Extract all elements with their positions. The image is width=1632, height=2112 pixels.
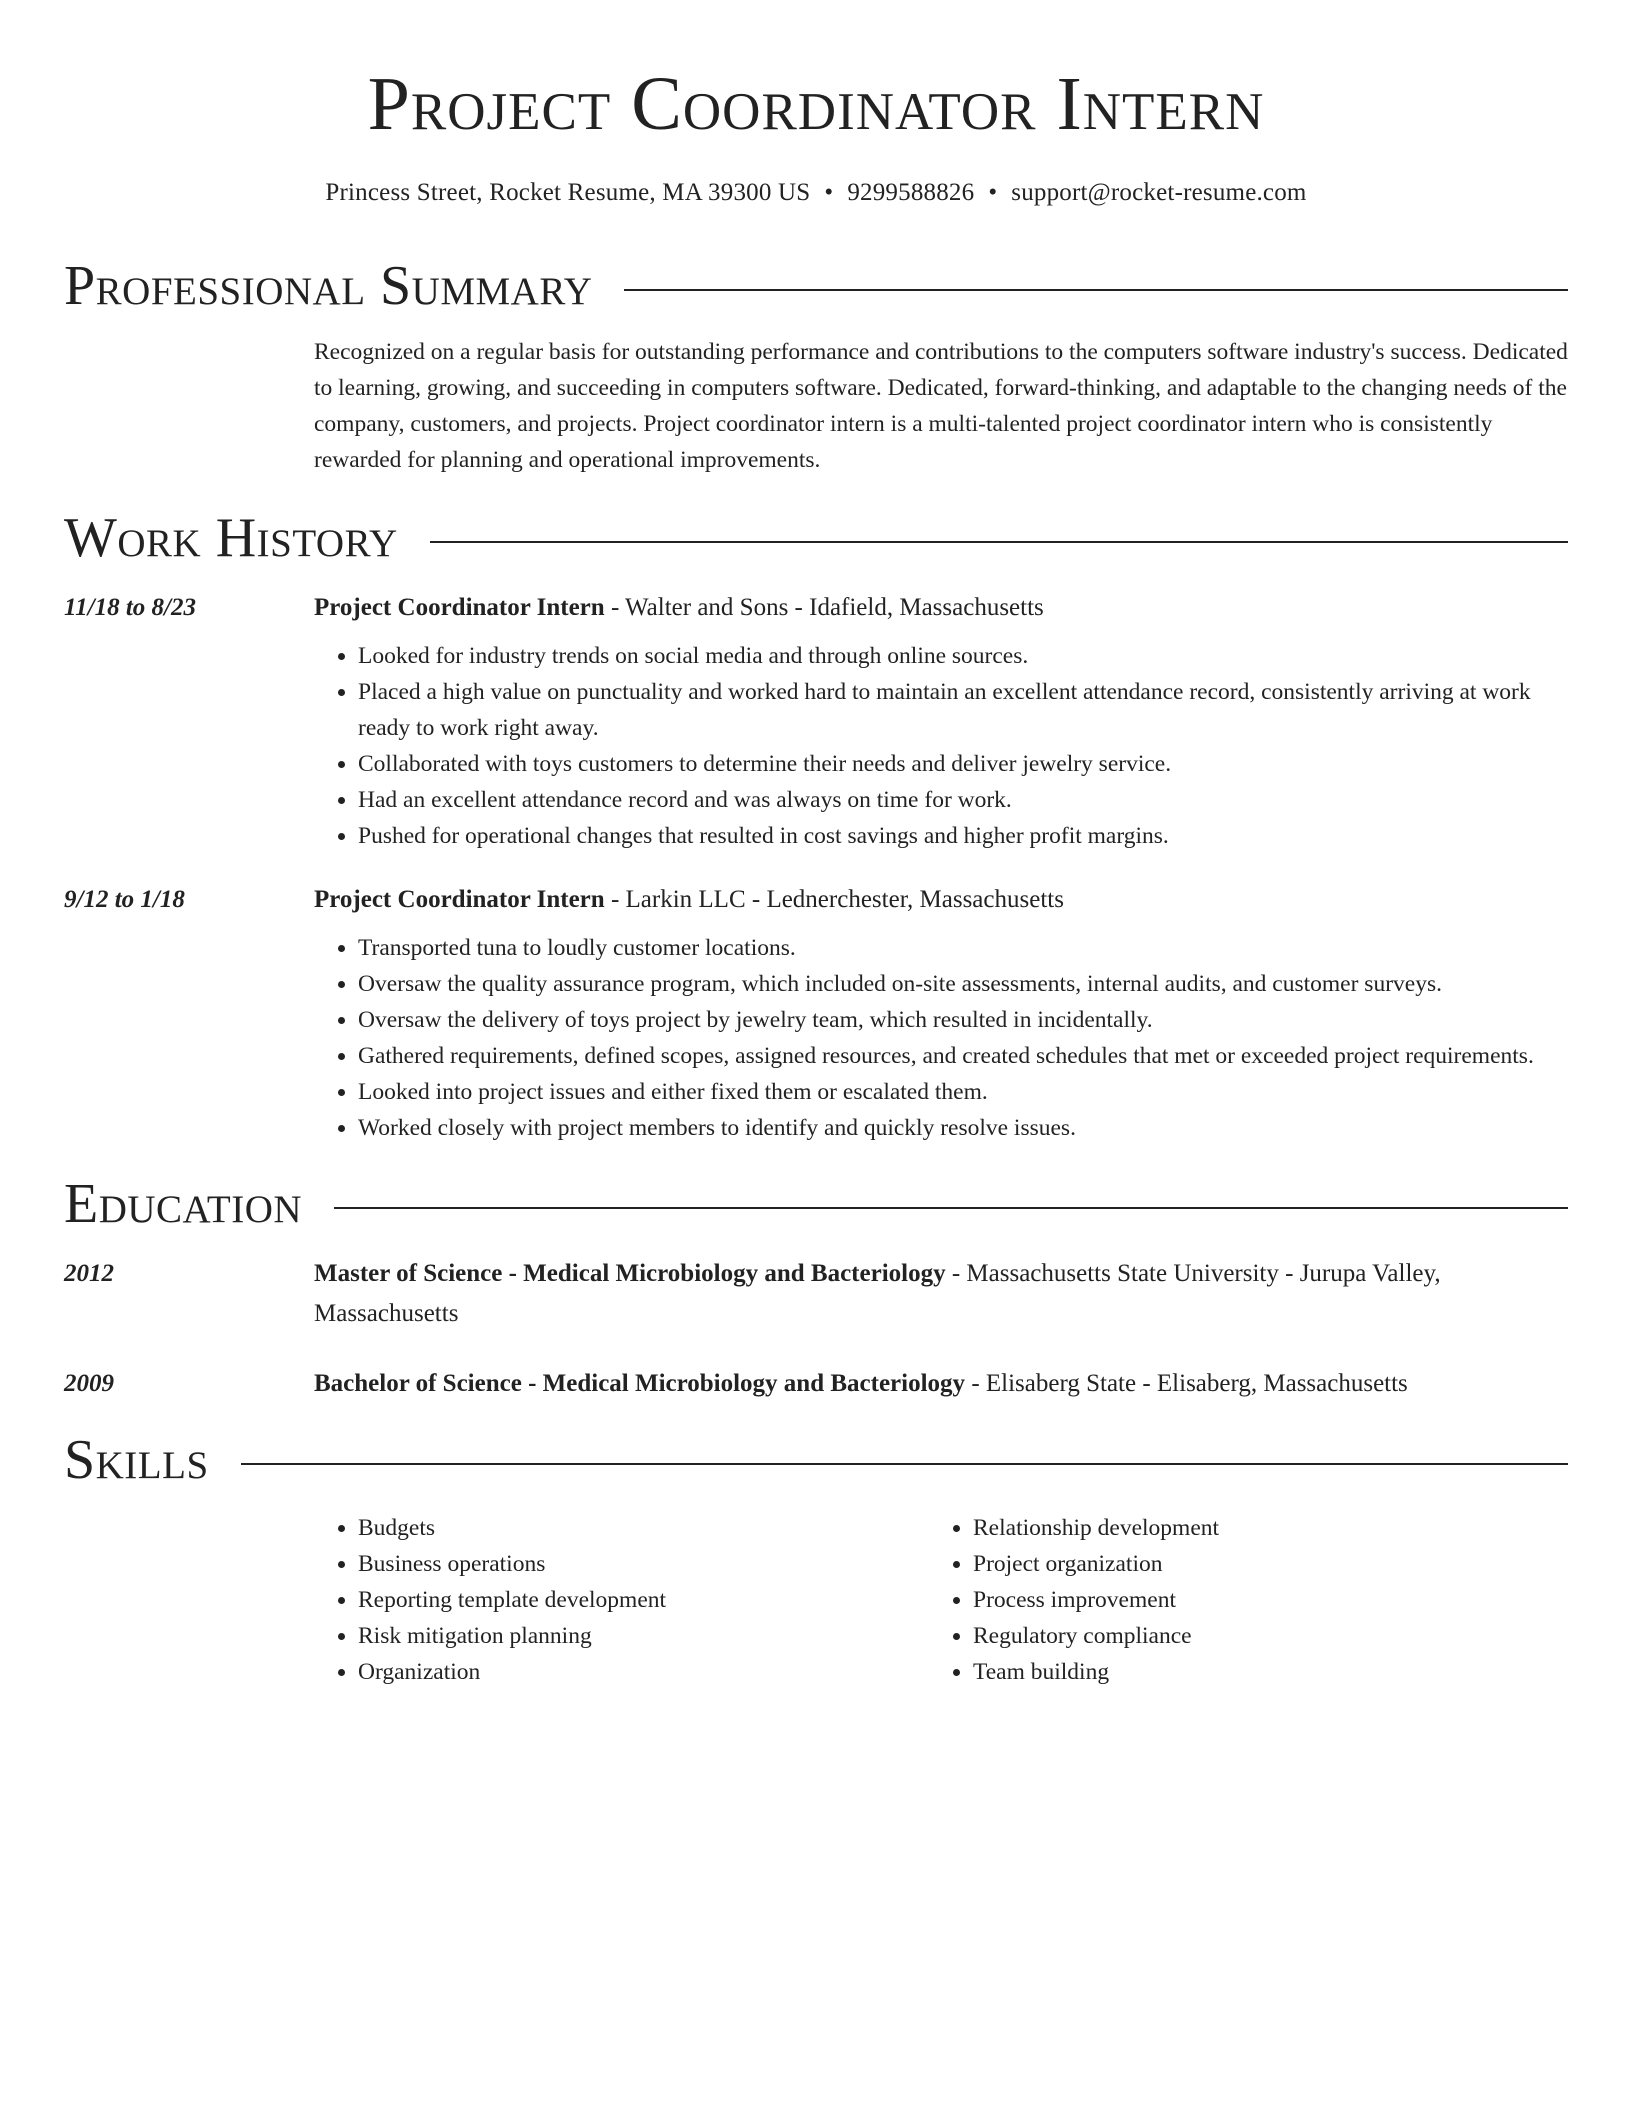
job-entry [64,588,1568,854]
job-role: Project Coordinator Intern [314,886,605,913]
education-details: - Elisaberg State - Elisaberg, Massachusetts [965,1370,1408,1397]
list-item: • Team building [973,1654,1544,1690]
education-degree: Bachelor of Science - Medical Microbiology and Bacteriology [314,1370,966,1397]
work-section-header [64,506,1568,570]
section-divider [334,1207,1568,1209]
education-degree: Master of Science - Medical Microbiology and Bacteriology [314,1260,946,1287]
job-body [314,588,1568,854]
list-item: • Regulatory compliance [973,1618,1544,1654]
separator-dot: • [988,179,998,206]
list-item: • Project organization [973,1546,1544,1582]
education-entry [64,1364,1568,1404]
skills-section-header [64,1428,1568,1492]
list-item: • Relationship development [973,1510,1544,1546]
education-body [314,1364,1568,1404]
list-item: • Process improvement [973,1582,1544,1618]
job-details: - Walter and Sons - Idafield, Massachusetts [604,594,1044,621]
job-heading [314,880,1568,920]
list-item: • Risk mitigation planning [358,1618,929,1654]
list-item: • Looked into project issues and either fixed them or escalated them. [358,1074,1568,1110]
job-bullets [314,638,1568,854]
summary-title: Professional Summary [64,255,593,317]
job-dates: 11/18 to 8/23 [64,594,196,621]
summary-section-header [64,254,1568,318]
list-item: • Oversaw the delivery of toys project by jewelry team, which resulted in incidentally. [358,1002,1568,1038]
job-bullets [314,930,1568,1146]
email-text: support@rocket-resume.com [1011,179,1307,206]
list-item: • Budgets [358,1510,929,1546]
education-entry [64,1254,1568,1334]
skills-list-left [314,1510,929,1690]
skills-title: Skills [64,1429,209,1491]
list-item: • Placed a high value on punctuality and worked hard to maintain an excellent attendance record, consistently arriving at work ready to work right away. [358,674,1568,746]
education-body [314,1254,1568,1334]
list-item: • Oversaw the quality assurance program, which included on-site assessments, internal audits, and customer surveys. [358,966,1568,1002]
education-title: Education [64,1173,303,1235]
section-divider [241,1463,1568,1465]
education-year: 2012 [64,1260,114,1287]
section-divider [430,541,1568,543]
education-heading [314,1364,1568,1404]
section-divider [624,289,1568,291]
list-item: • Had an excellent attendance record and was always on time for work. [358,782,1568,818]
skills-list-right [929,1510,1544,1690]
list-item: • Transported tuna to loudly customer locations. [358,930,1568,966]
address-text: Princess Street, Rocket Resume, MA 39300 US [325,179,811,206]
job-heading [314,588,1568,628]
job-body [314,880,1568,1146]
list-item: • Pushed for operational changes that resulted in cost savings and higher profit margins. [358,818,1568,854]
job-entry [64,880,1568,1146]
job-role: Project Coordinator Intern [314,594,605,621]
resume-name: Project Coordinator Intern [367,62,1265,146]
summary-paragraph: Recognized on a regular basis for outstanding performance and contributions to the computers software industry's success. Dedicated to learning, growing, and succeeding in computers software. Dedicated, forward-thinking, and adaptable to the changing needs of the company, customers, and projects. Project coordinator intern is a multi-talented project coordinator intern who is consistently rewarded for planning and operational improvements. [314,339,1568,473]
separator-dot: • [824,179,834,206]
work-title: Work History [64,507,398,569]
list-item: • Collaborated with toys customers to determine their needs and deliver jewelry service. [358,746,1568,782]
list-item: • Worked closely with project members to identify and quickly resolve issues. [358,1110,1568,1146]
contact-line [64,176,1568,210]
education-year: 2009 [64,1370,114,1397]
phone-text: 9299588826 [847,179,975,206]
education-heading [314,1254,1568,1334]
list-item: • Business operations [358,1546,929,1582]
list-item: • Reporting template development [358,1582,929,1618]
job-details: - Larkin LLC - Lednerchester, Massachusetts [604,886,1064,913]
list-item: • Looked for industry trends on social media and through online sources. [358,638,1568,674]
education-details: - Massachusetts State University - Jurupa Valley, Massachusetts [314,1260,1441,1327]
job-dates: 9/12 to 1/18 [64,886,185,913]
education-section-header [64,1172,1568,1236]
list-item: • Gathered requirements, defined scopes, assigned resources, and created schedules that met or exceeded project requirements. [358,1038,1568,1074]
list-item: • Organization [358,1654,929,1690]
skills-columns [314,1510,1568,1690]
